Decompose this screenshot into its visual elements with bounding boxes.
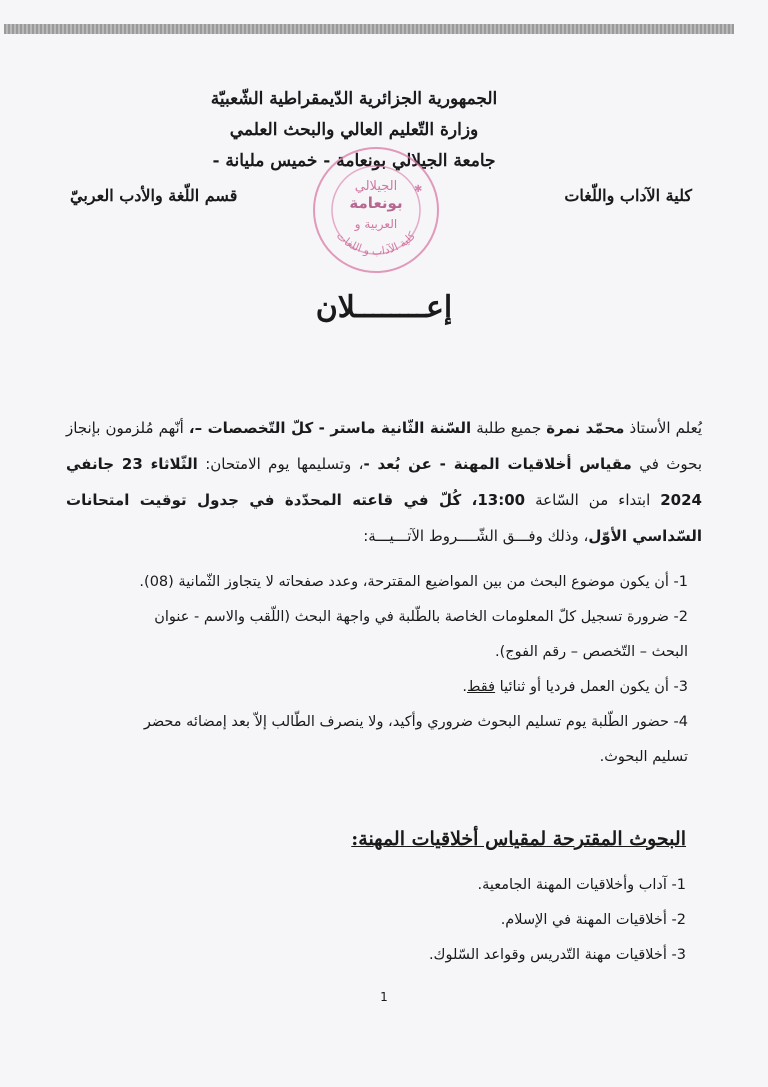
stamp-text-2: بونعامة [349, 194, 403, 212]
body-text-3: أنّهم مُلزمون بإنجاز بحوث في [66, 419, 703, 473]
condition-item: 1- أن يكون موضوع البحث من بين المواضيع المقترحة، وعدد صفحاته لا يتجاوز الثّمانية (08). [139, 574, 688, 590]
republic-name: الجمهورية الجزائرية الدّيمقراطية الشّعبيّة [210, 89, 498, 109]
university-name: جامعة الجيلالي بونعامة - خميس مليانة - [212, 151, 496, 171]
topic-item: 1- آداب وأخلاقيات المهنة الجامعية. [477, 877, 686, 893]
body-text-6: ، كُلّ في قاعته المحدّدة في جدول توقيت امتحانات السّداسي الأوّل [66, 491, 702, 545]
topic-item: 3- أخلاقيات مهنة التّدريس وقواعد السّلوك. [428, 947, 686, 963]
faculty-name: كلية الآداب واللّغات [564, 186, 692, 205]
department-name: قسم اللّغة والأدب العربيّ [70, 186, 238, 205]
body-text-4: ، وتسليمها يوم الامتحان: [197, 455, 364, 473]
condition-item: 4- حضور الطّلبة يوم تسليم البحوث ضروري وأكيد، ولا ينصرف الطّالب إلاّ بعد إمضائه محضر تسليم البحوث. [143, 714, 688, 765]
condition-item: 2- ضرورة تسجيل كلّ المعلومات الخاصة بالطّلبة في واجهة البحث (اللّقب والاسم - عنوان البحث – التّخصص – رقم الفوج). [154, 609, 688, 660]
body-text-1: يُعلم الأستاذ [624, 419, 702, 437]
topics-list [429, 868, 686, 973]
ministry-name: وزارة التّعليم العالي والبحث العلمي [229, 120, 479, 140]
exam-time: 13:00 [477, 491, 526, 509]
page-number: 1 [380, 990, 388, 1004]
announcement-body [66, 410, 702, 554]
svg-text:✱: ✱ [414, 184, 423, 195]
stamp-seal-icon [296, 142, 456, 277]
target-students: السّنة الثّانية ماستر - كلّ التّخصصات –، [188, 419, 472, 437]
announcement-title: إعــــــــلان [315, 290, 453, 325]
scan-edge-strip [4, 24, 734, 34]
condition-item: 3- أن يكون العمل فرديا أو ثنائيا فقط. [462, 679, 688, 695]
topic-item: 2- أخلاقيات المهنة في الإسلام. [500, 912, 686, 928]
body-text-2: جميع طلبة [471, 419, 547, 437]
body-text-7: ، وذلك وفـــق الشّــــروط الآتـــيـــة: [363, 527, 589, 545]
body-text-5: ابتداء من السّاعة [525, 491, 661, 509]
svg-text:كلية الآداب و اللغات [334, 229, 419, 258]
emphasis-text: فقط [467, 679, 496, 695]
stamp-text-1: الجيلالي [354, 179, 398, 194]
stamp-text-3: العربية و [354, 217, 398, 231]
topics-heading: البحوث المقترحة لمقياس أخلاقيات المهنة: [351, 828, 686, 850]
exam-date: الثّلاثاء 23 جانفي 2024 [66, 455, 702, 509]
stamp-ring-text: كلية الآداب و اللغات [333, 229, 419, 258]
subject-name: مقياس أخلاقيات المهنة - عن بُعد - [363, 455, 632, 473]
conditions-list [130, 565, 688, 775]
official-stamp [296, 142, 456, 277]
teacher-name: محمّد نمرة [546, 419, 625, 437]
